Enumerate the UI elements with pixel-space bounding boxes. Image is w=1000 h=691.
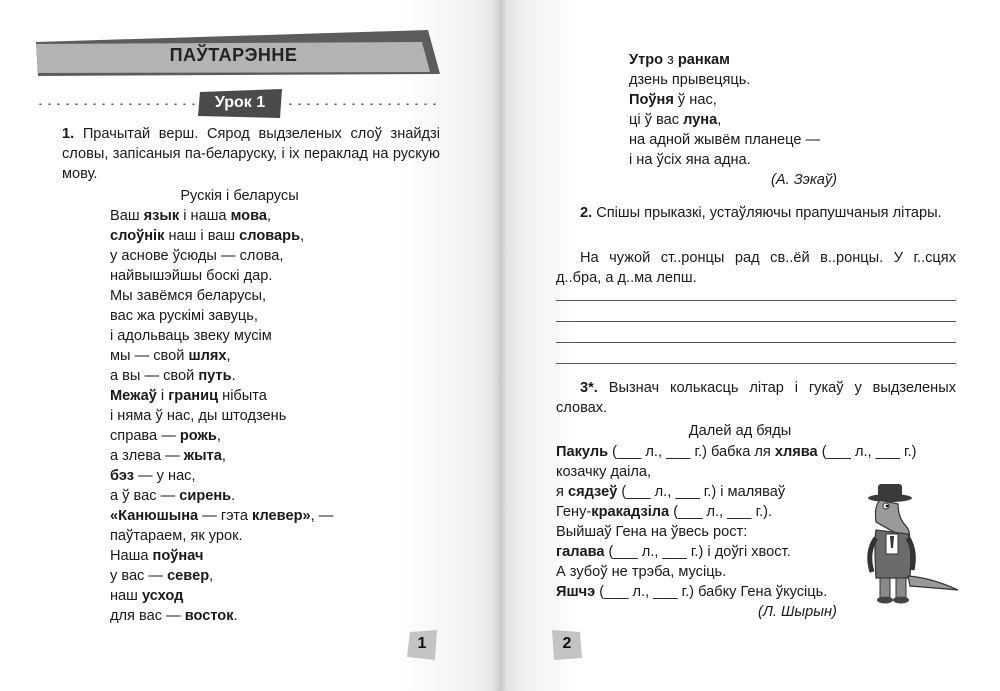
highlighted-word: Межаў [110,388,157,404]
poem-text: і [156,388,169,404]
poem-text: я [556,484,568,500]
poem-line [110,506,440,526]
poem-line [110,426,440,446]
poem-text: для вас — [110,608,185,624]
poem-text: у вас — [110,568,168,584]
poem-line [629,70,929,90]
highlighted-word: границ [168,388,219,404]
poem-text: , [221,448,226,464]
poem-line [110,586,440,606]
poem-text: — гэта [198,508,252,524]
poem-line [110,486,440,506]
poem-text: , [300,228,305,244]
answer-line[interactable] [556,321,956,322]
poem3-author: (Л. Шырын) [758,604,837,620]
poem-text: наш і ваш [164,228,240,244]
section-banner [36,30,440,80]
poem-line [110,366,440,386]
poem-text: вас жа рускімі завуць, [110,308,258,324]
highlighted-word: бэз [110,468,134,484]
poem-text: Наша [110,548,153,564]
highlighted-word: рожь [179,428,217,444]
poem-text: справа — [110,428,180,444]
poem-line [556,462,956,482]
highlighted-word: сядзеў [567,484,618,500]
task1-instruction [62,124,440,184]
highlighted-word: поўнач [152,548,204,564]
poem-text: — у нас, [133,468,196,484]
answer-line[interactable] [556,300,956,301]
poem-text: , [226,348,231,364]
poem-text: наш [110,588,142,604]
page-number-left-text: 1 [417,635,427,652]
highlighted-word: Пакуль [556,444,609,460]
task2-number: 2. [580,205,593,221]
poem-text: на адной жывём планеце — [629,132,821,148]
task2-text: Спішы прыказкі, устаўляючы прапушчаныя літары. [596,205,942,221]
poem-text: , [216,428,221,444]
poem-text: (___ л., ___ г.) бабку Гена ўкусіць. [595,584,828,600]
poem-text: і адольваць звеку мусім [110,328,272,344]
poem-line [110,246,440,266]
highlighted-word: Яшчэ [556,584,596,600]
poem-text: . [231,488,236,504]
lesson-tag [198,89,282,118]
highlighted-word: кракадзіла [591,504,670,520]
poem-line [110,446,440,466]
book-gutter [493,0,507,691]
highlighted-word: язык [143,208,180,224]
poem-text: паўтараем, як урок. [110,528,243,544]
poem-text: А зубоў не трэба, мусіць. [556,564,727,580]
highlighted-word: путь [198,368,232,384]
page-number-right [552,630,582,660]
dotted-rule-left [36,103,196,105]
poem-text: . [231,368,236,384]
task1-number: 1. [62,126,75,142]
poem-text: нібыта [218,388,267,404]
poem-line [110,566,440,586]
highlighted-word: словарь [239,228,301,244]
page-number-left [407,630,437,660]
poem-text: (___ л., ___ г.). [669,504,773,520]
answer-line[interactable] [556,342,956,343]
poem-line [110,546,440,566]
poem-line [556,442,956,462]
poem1-lines [110,206,440,626]
highlighted-word: Утро [629,52,664,68]
highlighted-word: хлява [774,444,818,460]
page-number-right-text: 2 [562,635,572,652]
highlighted-word: слоўнік [110,228,165,244]
highlighted-word: Поўня [629,92,674,108]
poem-text: а вы — свой [110,368,199,384]
poem-line [629,110,929,130]
poem-text: Выйшаў Гена на ўвесь рост: [556,524,748,540]
poem-line [110,226,440,246]
poem-text: ў нас, [673,92,717,108]
dotted-rule-right [286,103,442,105]
poem-text: Мы завёмся беларусы, [110,288,267,304]
poem-line [629,130,929,150]
poem-line [110,466,440,486]
poem-line [110,346,440,366]
poem-text: з [663,52,678,68]
highlighted-word: клевер» [252,508,311,524]
highlighted-word: усход [141,588,184,604]
poem-text: а ў вас — [110,488,180,504]
poem-text: (___ л., ___ г.) і доўгі хвост. [604,544,791,560]
task2-proverb: На чужой ст..ронцы рад св..ёй в..ронцы. У г..сцях д..бра, а д..ма лепш. [556,250,956,286]
poem-text: , [209,568,214,584]
task2-instruction [556,203,956,223]
poem-line [629,50,929,70]
poem3-title: Далей ад бяды [688,423,792,439]
highlighted-word: «Канюшына [110,508,199,524]
highlighted-word: мова [230,208,267,224]
poem-line [110,266,440,286]
poem-line [629,90,929,110]
lesson-label: Урок 1 [214,94,266,111]
poem-text: а злева — [110,448,184,464]
task3-instruction [556,378,956,418]
poem-line [110,406,440,426]
task3-number: 3*. [580,380,598,396]
poem-text: дзень прывецяць. [629,72,751,88]
poem-line [110,526,440,546]
poem-text: Ваш [110,208,144,224]
poem-text: козачку даіла, [556,464,652,480]
crocodile-gena-illustration [852,482,960,607]
poem-text: і няма ў нас, ды штодзень [110,408,287,424]
poem-line [110,326,440,346]
highlighted-word: шлях [188,348,227,364]
poem-text: і на ўсіх яна адна. [629,152,751,168]
poem1-author: (А. Зэкаў) [771,172,837,188]
highlighted-word: галава [556,544,605,560]
highlighted-word: север [167,568,210,584]
section-title: ПАЎТАРЭННЕ [169,45,298,65]
poem-line [110,306,440,326]
poem1-title: Рускія і беларусы [180,188,299,204]
task1-text: Прачытай верш. Сярод выдзеленых слоў знайдзі словы, запісаныя па-беларуску, і іх пераклад на рускую мову. [62,126,440,182]
poem-text: мы — свой [110,348,189,364]
poem-text: найвышэйшы боскі дар. [110,268,273,284]
poem1-continuation [629,50,929,170]
poem-text: (___ л., ___ г.) і маляваў [617,484,786,500]
poem-text: ці ў вас [629,112,684,128]
highlighted-word: ранкам [677,52,730,68]
task3-text: Вызнач колькасць літар і гукаў у выдзеленых словах. [556,380,956,416]
poem-text: (___ л., ___ г.) [817,444,917,460]
poem-text: , — [310,508,334,524]
highlighted-word: жыта [183,448,222,464]
answer-line[interactable] [556,363,956,364]
poem-line [110,286,440,306]
poem-text: Гену- [556,504,592,520]
poem-line [629,150,929,170]
poem-text: , [717,112,722,128]
poem-text: . [233,608,238,624]
poem-line [110,606,440,626]
poem-text: і наша [179,208,231,224]
poem-line [110,206,440,226]
poem-text: у аснове ўсюды — слова, [110,248,284,264]
highlighted-word: сирень [179,488,232,504]
highlighted-word: восток [184,608,234,624]
poem-text: , [267,208,272,224]
poem-text: (___ л., ___ г.) бабка ля [608,444,775,460]
highlighted-word: луна [683,112,718,128]
poem-line [110,386,440,406]
